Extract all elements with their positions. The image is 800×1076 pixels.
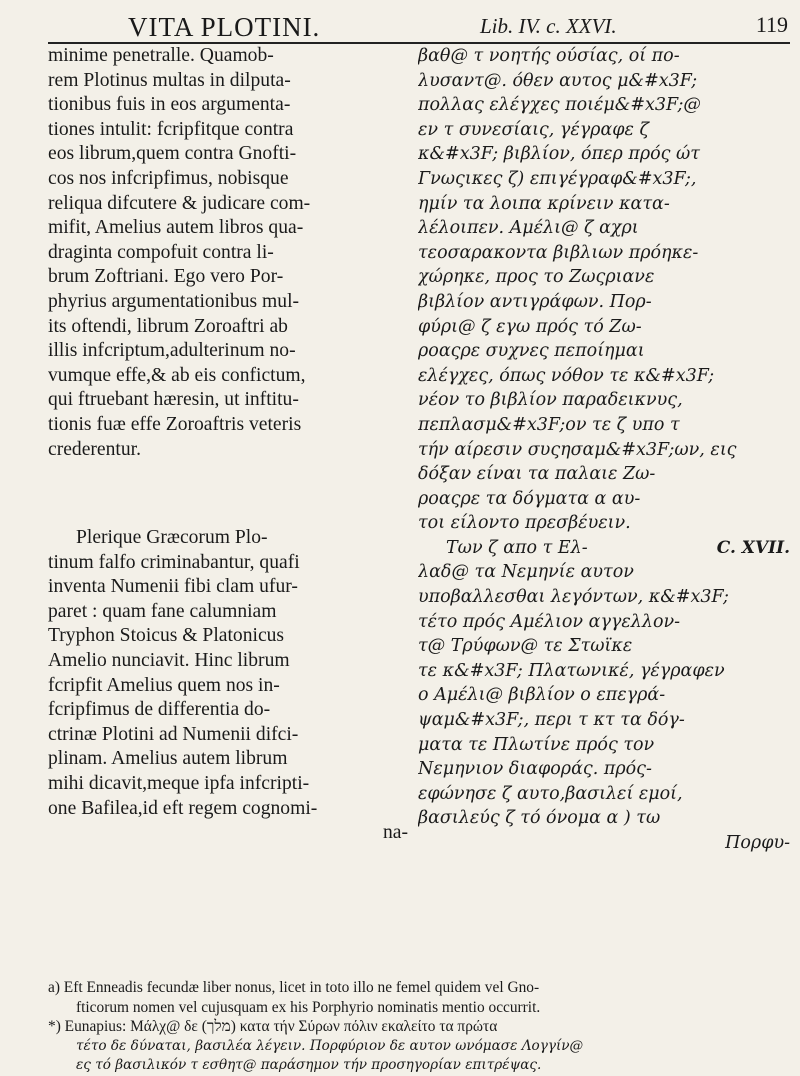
text-line: τ@ Τρύφων@ τε Στωϊκε <box>418 636 633 657</box>
text-line: τοι είλοντο πρεσβέυειν. <box>418 513 631 534</box>
catchword: Πορφυ- <box>725 833 790 853</box>
greek-paragraph-1 <box>418 44 790 536</box>
text-line: tiones intulit: fcripfitque contra <box>48 118 294 140</box>
chapter-sidenote: C. XVII. <box>716 537 790 558</box>
text-line: draginta compofuit contra li- <box>48 241 274 263</box>
footnote-line: a) Eft Enneadis fecundæ liber nonus, licet in toto illo ne femel quidem vel Gno- <box>48 979 540 996</box>
footnote-line: τέτο δε δύναται, βασιλέα λέγειν. Πορφύριον δε αυτον ωνόμασε Λογγίν@ <box>76 1037 584 1054</box>
page-number: 119 <box>755 12 788 37</box>
text-line: ctrinæ Plotini ad Numenii difci- <box>48 723 299 745</box>
text-line: paret : quam fane calumniam <box>48 600 277 622</box>
text-line: πεπλασμ&#x3F;ον τε ζ υπο τ <box>418 414 680 435</box>
running-header <box>48 8 788 42</box>
footnote-line: ες τό βασιλικόν τ εσθητ@ παράσημον τήν προσηγορίαν επιτρέψας. <box>76 1057 542 1073</box>
text-line: Των ζ απο τ Ελ- <box>446 537 588 558</box>
text-line: fcripfit Amelius quem nos in- <box>48 674 280 696</box>
text-line: vumque effe,& ab eis confictum, <box>48 364 306 386</box>
text-line: ο Αμέλι@ βιβλίον ο επεγρά- <box>418 685 666 706</box>
text-line: τήν αίρεσιν συςησαμ&#x3F;ων, εις <box>418 439 737 460</box>
text-line: δόξαν είναι τα παλαιε Ζω- <box>418 464 656 485</box>
text-line: Γνωςικες ζ) επιγέγραφ&#x3F;, <box>418 168 697 189</box>
text-line-with-sidenote <box>418 536 790 561</box>
text-line: υποβαλλεσθαι λεγόντων, κ&#x3F; <box>418 587 729 608</box>
text-line: βιβλίον αντιγράφων. Πορ- <box>418 291 652 312</box>
text-line: βασιλεύς ζ τό όνομα α ) τω <box>418 808 661 829</box>
text-line: brum Zoftriani. Ego vero Por- <box>48 266 284 288</box>
text-line: Amelio nunciavit. Hinc librum <box>48 650 290 672</box>
text-line: χώρηκε, προς το Ζωςριανε <box>418 267 655 288</box>
text-line: illis infcriptum,adulterinum no- <box>48 340 296 362</box>
text-line: tinum falfo criminabantur, quafi <box>48 551 300 573</box>
text-line: ημίν τα λοιπα κρίνειν κατα- <box>418 193 670 214</box>
text-line: mifit, Amelius autem libros qua- <box>48 217 304 239</box>
footnote-line: *) Eunapius: Μάλχ@ δε (מלך) κατα τήν Σύρων πόλιν εκαλείτο τα πρώτα <box>48 1018 498 1035</box>
text-line: inventa Numenii fibi clam ufur- <box>48 576 298 598</box>
text-line: eos librum,quem contra Gnofti- <box>48 143 297 165</box>
text-line: mihi dicavit,meque ipfa infcripti- <box>48 773 310 795</box>
text-line: fcripfimus de differentia do- <box>48 699 271 721</box>
latin-paragraph-2 <box>48 526 408 846</box>
catchword: na- <box>382 822 408 844</box>
text-line: ματα τε Πλωτίνε πρός τον <box>418 734 655 755</box>
text-line: its oftendi, librum Zoroaftri ab <box>48 315 288 337</box>
text-line: νέον το βιβλίον παραδεικνυς, <box>418 390 683 411</box>
latin-column <box>48 44 408 846</box>
text-line: qui ftruebant hæresin, ut inftitu- <box>48 389 299 411</box>
text-line: ροαςρε τα δόγματα α αυ- <box>418 488 641 509</box>
footnote-line: fticorum nomen vel cujusquam ex his Porphyrio nominatis mentio occurrit. <box>76 998 541 1016</box>
text-line: τεοσαρακοντα βιβλιων πρόηκε- <box>418 242 699 263</box>
text-line: Plerique Græcorum Plo- <box>76 527 268 549</box>
greek-paragraph-2 <box>418 536 790 856</box>
text-line: phyrius argumentationibus mul- <box>48 290 300 312</box>
text-line: λέλοιπεν. Αμέλι@ ζ αχρι <box>418 218 639 239</box>
text-line: τε κ&#x3F; Πλατωνικέ, γέγραφεν <box>418 660 725 681</box>
text-line: εν τ συνεσίαις, γέγραφε ζ <box>418 119 649 140</box>
running-title: VITA PLOTINI. <box>128 12 321 42</box>
text-line: one Bafilea,id eft regem cognomi- <box>48 797 318 819</box>
text-line: φύρι@ ζ εγω πρός τό Ζω- <box>418 316 642 337</box>
text-line: crederentur. <box>48 438 142 460</box>
text-line: rem Plotinus multas in dilputa- <box>48 69 291 91</box>
text-line: ψαμ&#x3F;, περι τ κτ τα δόγ- <box>418 710 685 731</box>
text-line: λυσαντ@. όθεν αυτος μ&#x3F; <box>418 70 698 91</box>
text-line: cos nos infcripfimus, nobisque <box>48 167 289 189</box>
book-chapter-reference: Lib. IV. c. XXVI. <box>480 14 617 38</box>
greek-column <box>418 44 790 856</box>
text-line: λαδ@ τα Νεμηνίε αυτον <box>418 562 634 583</box>
text-line: ελέγχες, όπως νόθον τε κ&#x3F; <box>418 365 715 386</box>
latin-paragraph-1 <box>48 44 408 462</box>
text-line: πολλας ελέγχες ποιέμ&#x3F;@ <box>418 95 701 116</box>
text-line: Νεμηνιον διαφοράς. πρός- <box>418 759 652 780</box>
text-line: βαθ@ τ νοητής ούσίας, οί πο- <box>418 46 680 66</box>
text-line: tionibus fuis in eos argumenta- <box>48 94 291 116</box>
text-line: Tryphon Stoicus & Platonicus <box>48 625 285 647</box>
footnotes <box>48 978 790 1076</box>
text-line: minime penetralle. Quamob- <box>48 45 274 66</box>
text-line: tionis fuæ effe Zoroaftris veteris <box>48 413 302 435</box>
paragraph-gap <box>48 462 408 526</box>
text-line: εφώνησε ζ αυτο,βασιλεί εμοί, <box>418 783 683 804</box>
text-line: ροαςρε συχνες πεποίημαι <box>418 341 645 362</box>
text-line: τέτο πρός Αμέλιον αγγελλον- <box>418 611 681 632</box>
text-line: reliqua difcutere & judicare com- <box>48 192 311 214</box>
text-line: κ&#x3F; βιβλίον, όπερ πρός ώτ <box>418 144 700 165</box>
text-line: plinam. Amelius autem librum <box>48 748 288 770</box>
